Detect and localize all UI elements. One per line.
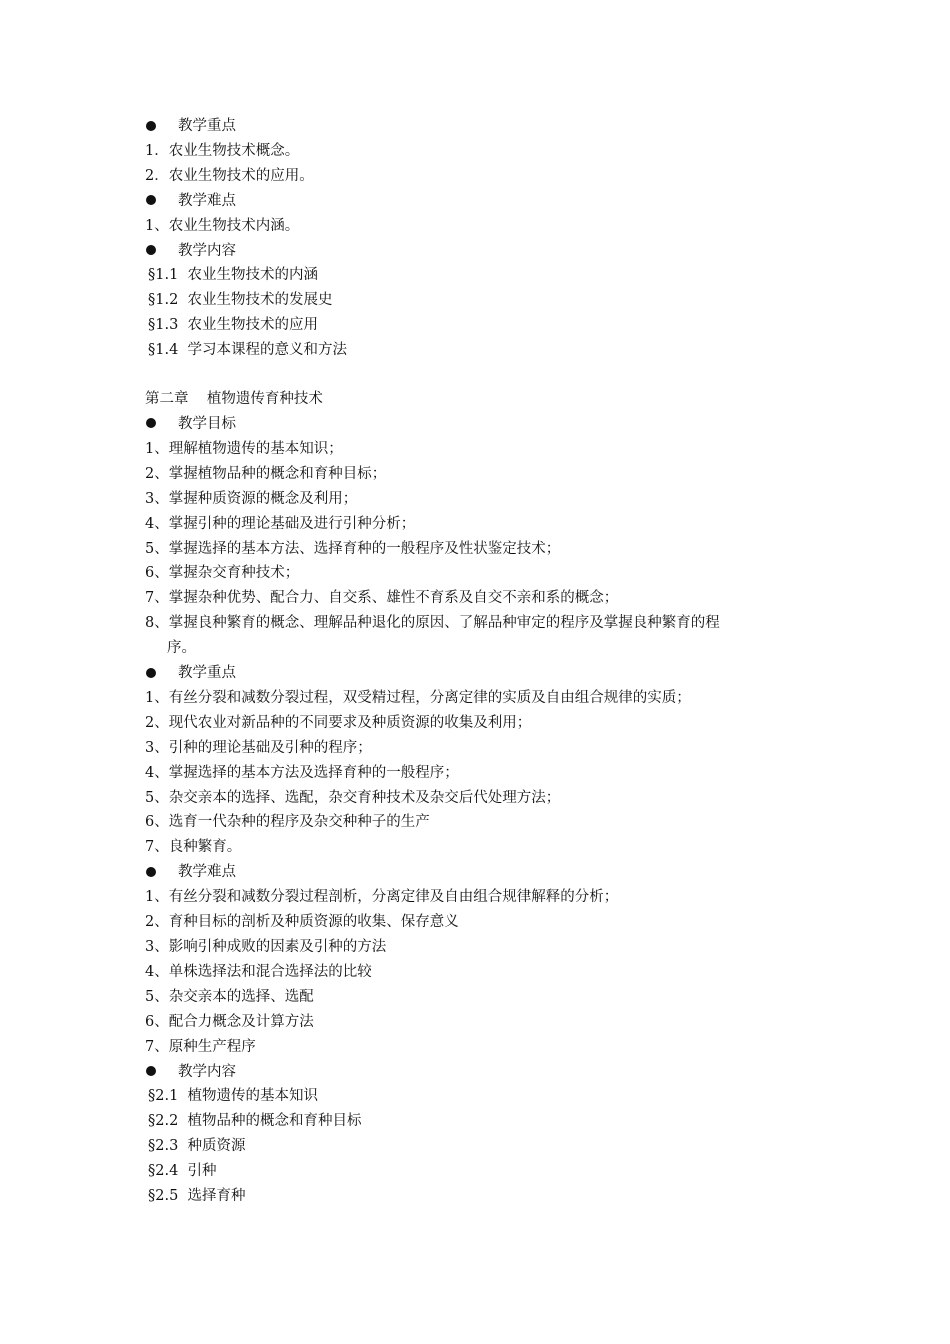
ch2-goal-item: 7、掌握杂种优势、配合力、自交系、雄性不育系及自交不亲和系的概念； [145,590,619,607]
document-page [145,114,825,1209]
ch2-difficulty-item: 5、杂交亲本的选择、选配 [145,988,314,1005]
bullet-icon [146,245,156,255]
ch2-difficulty-item: 6、配合力概念及计算方法 [145,1013,314,1030]
bullet-icon [146,418,156,428]
ch2-section-item: §2.2 植物品种的概念和育种目标 [148,1113,362,1130]
ch1-section-item: §1.4 学习本课程的意义和方法 [148,342,348,359]
ch1-key-heading: 教学重点 [145,114,825,139]
ch1-content-heading: 教学内容 [145,239,825,264]
ch2-goal-item-8-continued: 序。 [167,640,196,657]
ch2-key-item: 5、杂交亲本的选择、选配，杂交育种技术及杂交后代处理方法； [145,789,561,806]
ch2-key-item: 3、引种的理论基础及引种的程序； [145,739,372,756]
ch2-goal-item: 3、掌握种质资源的概念及利用； [145,490,358,507]
ch2-section-item: §2.4 引种 [148,1163,217,1180]
bullet-icon [146,195,156,205]
ch2-key-item: 7、良种繁育。 [145,839,242,856]
chapter2-title: 第二章 植物遗传育种技术 [145,391,323,408]
ch2-difficulty-item: 7、原种生产程序 [145,1038,256,1055]
ch2-key-item: 6、选育一代杂种的程序及杂交种种子的生产 [145,814,430,831]
ch2-goal-item: 4、掌握引种的理论基础及进行引种分析； [145,515,416,532]
ch2-difficulty-heading: 教学难点 [145,860,825,885]
ch1-difficulty-heading: 教学难点 [145,189,825,214]
ch2-difficulty-item: 4、单株选择法和混合选择法的比较 [145,963,372,980]
ch2-goal-item: 6、掌握杂交育种技术； [145,565,300,582]
paragraph-gap [145,363,825,387]
ch2-key-item: 4、掌握选择的基本方法及选择育种的一般程序； [145,764,459,781]
ch2-difficulty-item: 2、育种目标的剖析及种质资源的收集、保存意义 [145,914,459,931]
ch1-section-item: §1.2 农业生物技术的发展史 [148,292,333,309]
ch2-key-item: 1、有丝分裂和减数分裂过程，双受精过程，分离定律的实质及自由组合规律的实质； [145,689,691,706]
ch1-difficulty-item: 1、农业生物技术内涵。 [145,217,300,234]
ch1-key-item: 1．农业生物技术概念。 [145,142,300,159]
ch2-goal-item: 2、掌握植物品种的概念和育种目标； [145,465,387,482]
ch2-section-item: §2.5 选择育种 [148,1188,246,1205]
ch2-difficulty-item: 1、有丝分裂和减数分裂过程剖析，分离定律及自由组合规律解释的分析； [145,889,619,906]
ch2-goal-heading: 教学目标 [145,412,825,437]
ch2-difficulty-item: 3、影响引种成败的因素及引种的方法 [145,939,387,955]
ch2-section-item: §2.1 植物遗传的基本知识 [148,1088,319,1105]
ch2-key-heading: 教学重点 [145,661,825,686]
bullet-icon [146,1066,156,1076]
ch2-content-heading: 教学内容 [145,1060,825,1085]
bullet-icon [146,668,156,678]
ch2-goal-item: 1、理解植物遗传的基本知识； [145,440,343,457]
bullet-icon [146,867,156,877]
ch2-section-item: §2.3 种质资源 [148,1138,246,1155]
ch1-section-item: §1.3 农业生物技术的应用 [148,317,319,334]
ch1-section-item: §1.1 农业生物技术的内涵 [148,267,319,284]
ch2-goal-item: 5、掌握选择的基本方法、选择育种的一般程序及性状鉴定技术； [145,540,561,557]
ch2-goal-item-8: 8、掌握良种繁育的概念、理解品种退化的原因、了解品种审定的程序及掌握良种繁育的程 [145,615,720,632]
ch1-key-item: 2．农业生物技术的应用。 [145,167,314,184]
ch2-key-item: 2、现代农业对新品种的不同要求及种质资源的收集及利用； [145,714,532,731]
bullet-icon [146,121,156,131]
